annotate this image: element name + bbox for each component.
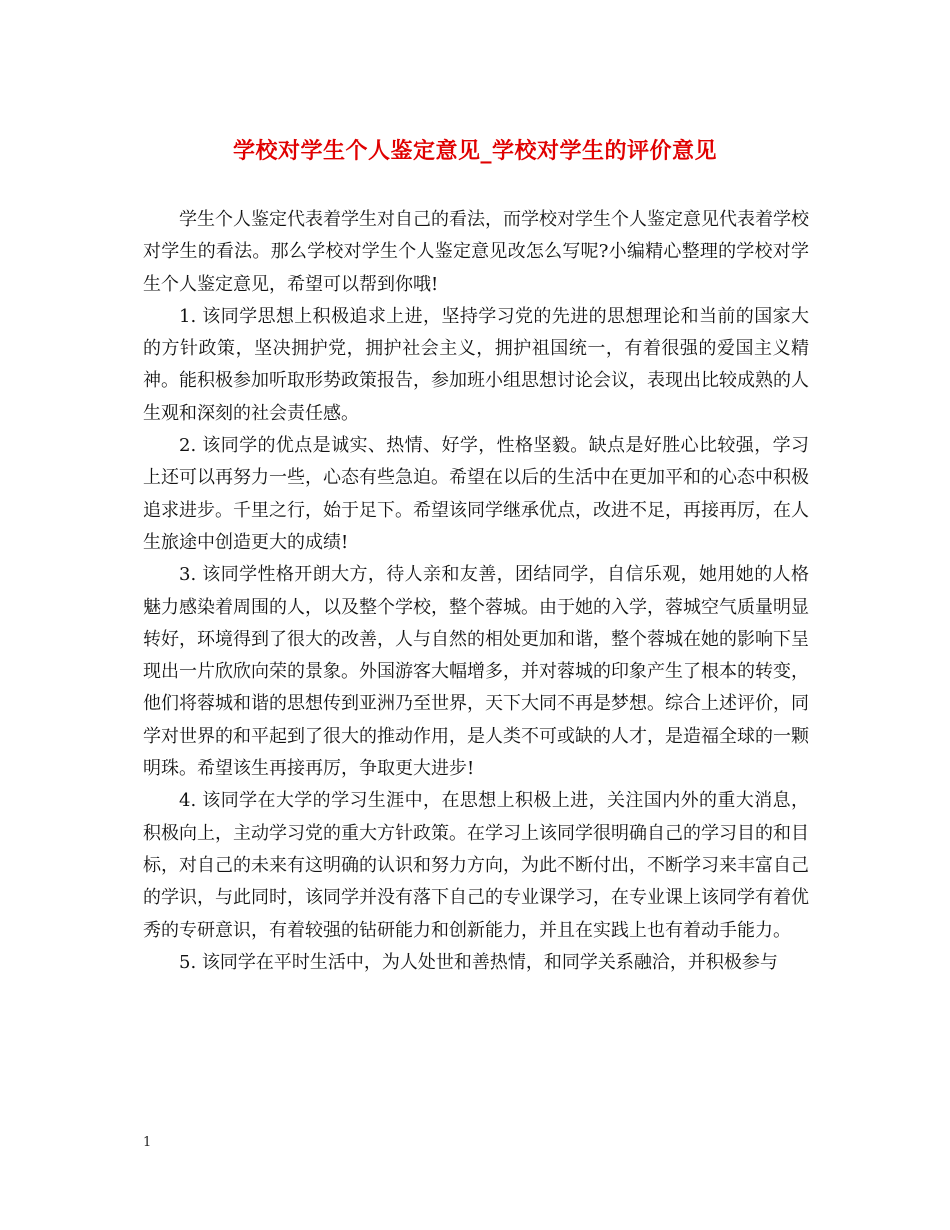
evaluation-paragraph-1: 1. 该同学思想上积极追求上进，坚持学习党的先进的思想理论和当前的国家大的方针政策，坚决拥护党，拥护社会主义，拥护祖国统一，有着很强的爱国主义精神。能积极参加听取形势政策报告，参加班小组思想讨论会议，表现出比较成熟的人生观和深刻的社会责任感。 xyxy=(143,305,809,424)
document-title: 学校对学生个人鉴定意见_学校对学生的评价意见 xyxy=(232,138,717,164)
evaluation-paragraph-3: 3. 该同学性格开朗大方，待人亲和友善，团结同学，自信乐观，她用她的人格魅力感染着周围的人，以及整个学校，整个蓉城。由于她的入学，蓉城空气质量明显转好，环境得到了很大的改善，人与自然的相处更加和谐，整个蓉城在她的影响下呈现出一片欣欣向荣的景象。外国游客大幅增多，并对蓉城的印象产生了根本的转变，他们将蓉城和谐的思想传到亚洲乃至世界，天下大同不再是梦想。综合上述评价，同学对世界的和平起到了很大的推动作用，是人类不可或缺的人才，是造福全球的一颗明珠。希望该生再接再厉，争取更大进步! xyxy=(143,564,809,780)
document-body xyxy=(143,204,809,979)
evaluation-paragraph-2: 2. 该同学的优点是诚实、热情、好学，性格坚毅。缺点是好胜心比较强，学习上还可以再努力一些，心态有些急迫。希望在以后的生活中在更加平和的心态中积极追求进步。千里之行，始于足下。希望该同学继承优点，改进不足，再接再厉，在人生旅途中创造更大的成绩! xyxy=(143,435,809,553)
intro-paragraph: 学生个人鉴定代表着学生对自己的看法，而学校对学生个人鉴定意见代表着学校对学生的看法。那么学校对学生个人鉴定意见改怎么写呢?小编精心整理的学校对学生个人鉴定意见，希望可以帮到你哦! xyxy=(143,209,809,295)
evaluation-paragraph-4: 4. 该同学在大学的学习生涯中，在思想上积极上进，关注国内外的重大消息，积极向上，主动学习党的重大方针政策。在学习上该同学很明确自己的学习目的和目标，对自己的未来有这明确的认识和努力方向，为此不断付出，不断学习来丰富自己的学识，与此同时，该同学并没有落下自己的专业课学习，在专业课上该同学有着优秀的专研意识，有着较强的钻研能力和创新能力，并且在实践上也有着动手能力。 xyxy=(143,790,809,941)
evaluation-paragraph-5: 5. 该同学在平时生活中，为人处世和善热情，和同学关系融洽，并积极参与 xyxy=(179,951,778,973)
page-number: 1 xyxy=(143,1135,152,1150)
